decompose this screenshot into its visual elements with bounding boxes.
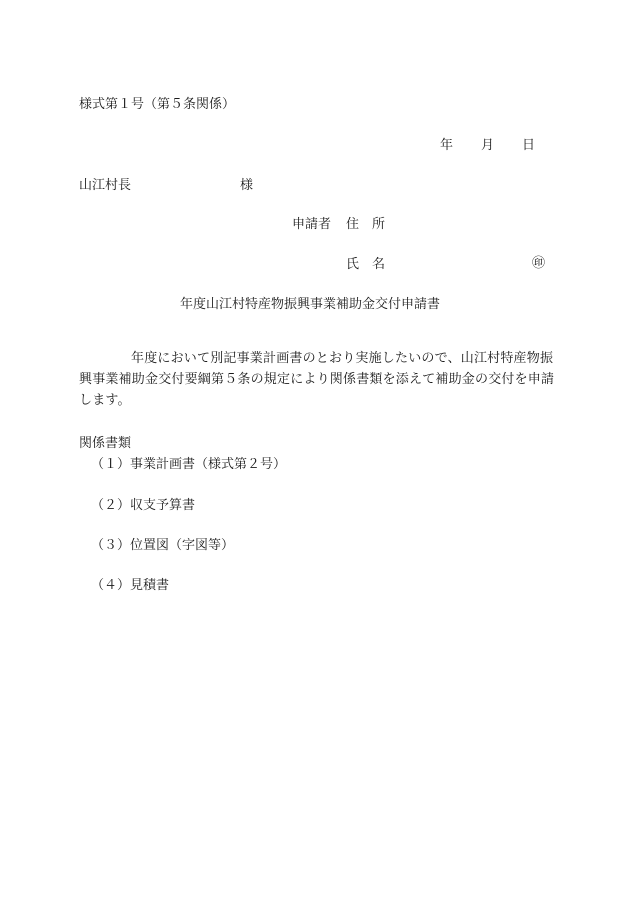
- date-month-label: 月: [481, 138, 495, 153]
- form-number: 様式第１号（第５条関係）: [79, 97, 236, 112]
- date-day-label: 日: [522, 138, 536, 153]
- related-document-item: （４）見積書: [91, 578, 170, 593]
- related-document-item: （３）位置図（字図等）: [91, 538, 235, 553]
- related-document-item: （１）事業計画書（様式第２号）: [91, 457, 287, 472]
- document-body: 年度において別記事業計画書のとおり実施したいので、山江村特産物振興事業補助金交付要綱第５条の規定により関係書類を添えて補助金の交付を申請します。: [79, 351, 555, 408]
- address-label: 住 所: [346, 217, 386, 232]
- related-documents-heading: 関係書類: [79, 436, 132, 451]
- date-line: [440, 139, 535, 152]
- date-year-label: 年: [440, 138, 454, 153]
- name-label: 氏 名: [346, 257, 386, 272]
- addressee-name: 山江村長: [79, 178, 132, 193]
- document-title: 年度山江村特産物振興事業補助金交付申請書: [180, 297, 441, 312]
- addressee-honorific: 様: [240, 178, 254, 193]
- related-document-item: （２）収支予算書: [91, 498, 196, 513]
- seal-mark: ㊞: [532, 256, 546, 271]
- applicant-label: 申請者: [292, 217, 332, 232]
